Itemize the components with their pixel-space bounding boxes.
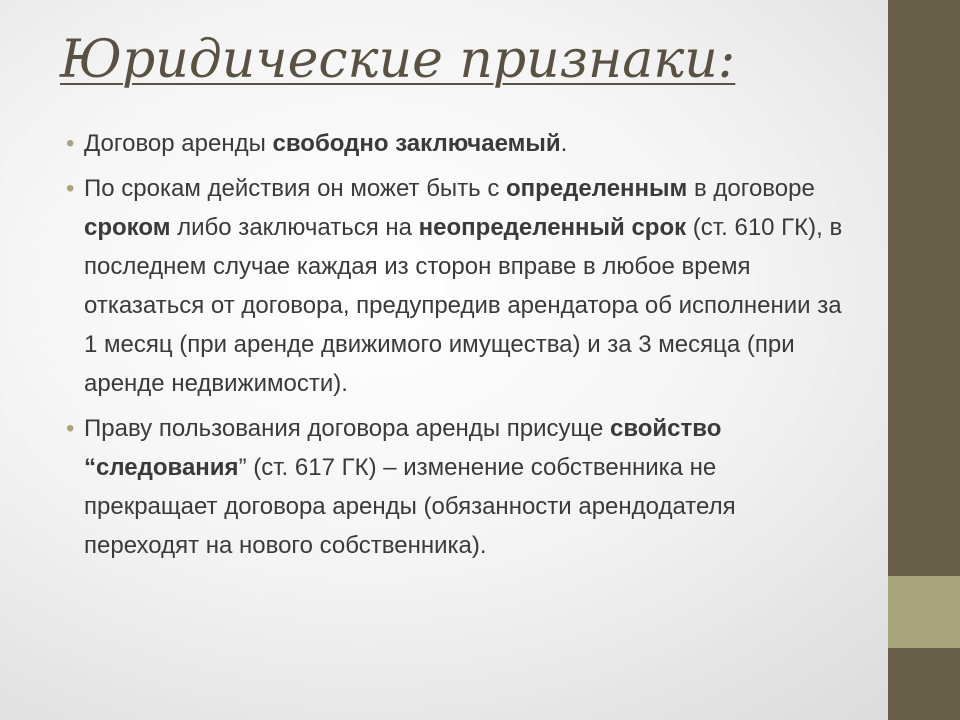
bullet-run: Праву пользования договора аренды присуще	[84, 415, 610, 442]
bullet-run: (ст. 610 ГК), в последнем случае каждая из сторон вправе в любое время отказаться от договора, предупредив арендатора об исполнении за 1 месяц (при аренде движимого имущества) и за 3 месяца (при аренде недвижимости).	[84, 214, 843, 397]
bullet-run: Договор аренды	[84, 130, 273, 157]
side-band-accent	[888, 576, 960, 648]
bullet-run: либо заключаться на	[170, 214, 419, 241]
bullet-text	[84, 130, 567, 157]
bullet-emphasis: сроком	[84, 214, 171, 241]
bullet-dot-icon: •	[66, 175, 75, 202]
side-band-top	[888, 0, 960, 576]
bullet-emphasis: свободно заключаемый	[272, 130, 561, 157]
bullet-emphasis: определенным	[506, 175, 688, 202]
bullet-dot-icon: •	[66, 415, 75, 442]
bullet-dot-icon: •	[66, 130, 75, 157]
bullet-text	[84, 175, 842, 397]
bullet-run: По срокам действия он может быть с	[84, 175, 507, 202]
bullet-item-term	[66, 169, 856, 403]
bullet-run: ” (ст. 617 ГК) – изменение собственника не прекращает договора аренды (обязанности арендодателя переходят на нового собственника).	[84, 454, 736, 559]
bullet-text	[84, 415, 736, 559]
bullet-item-following	[66, 409, 856, 565]
bullet-run: .	[560, 130, 568, 157]
side-band-bottom	[888, 648, 960, 720]
bullet-item-free-conclusion	[66, 124, 856, 163]
bullet-emphasis: неопределенный срок	[418, 214, 687, 241]
bullet-run: в договоре	[687, 175, 815, 202]
slide-title: Юридические признаки:	[60, 30, 736, 90]
bullet-emphasis: свойство “следования	[84, 415, 722, 481]
bullet-list	[66, 124, 856, 571]
